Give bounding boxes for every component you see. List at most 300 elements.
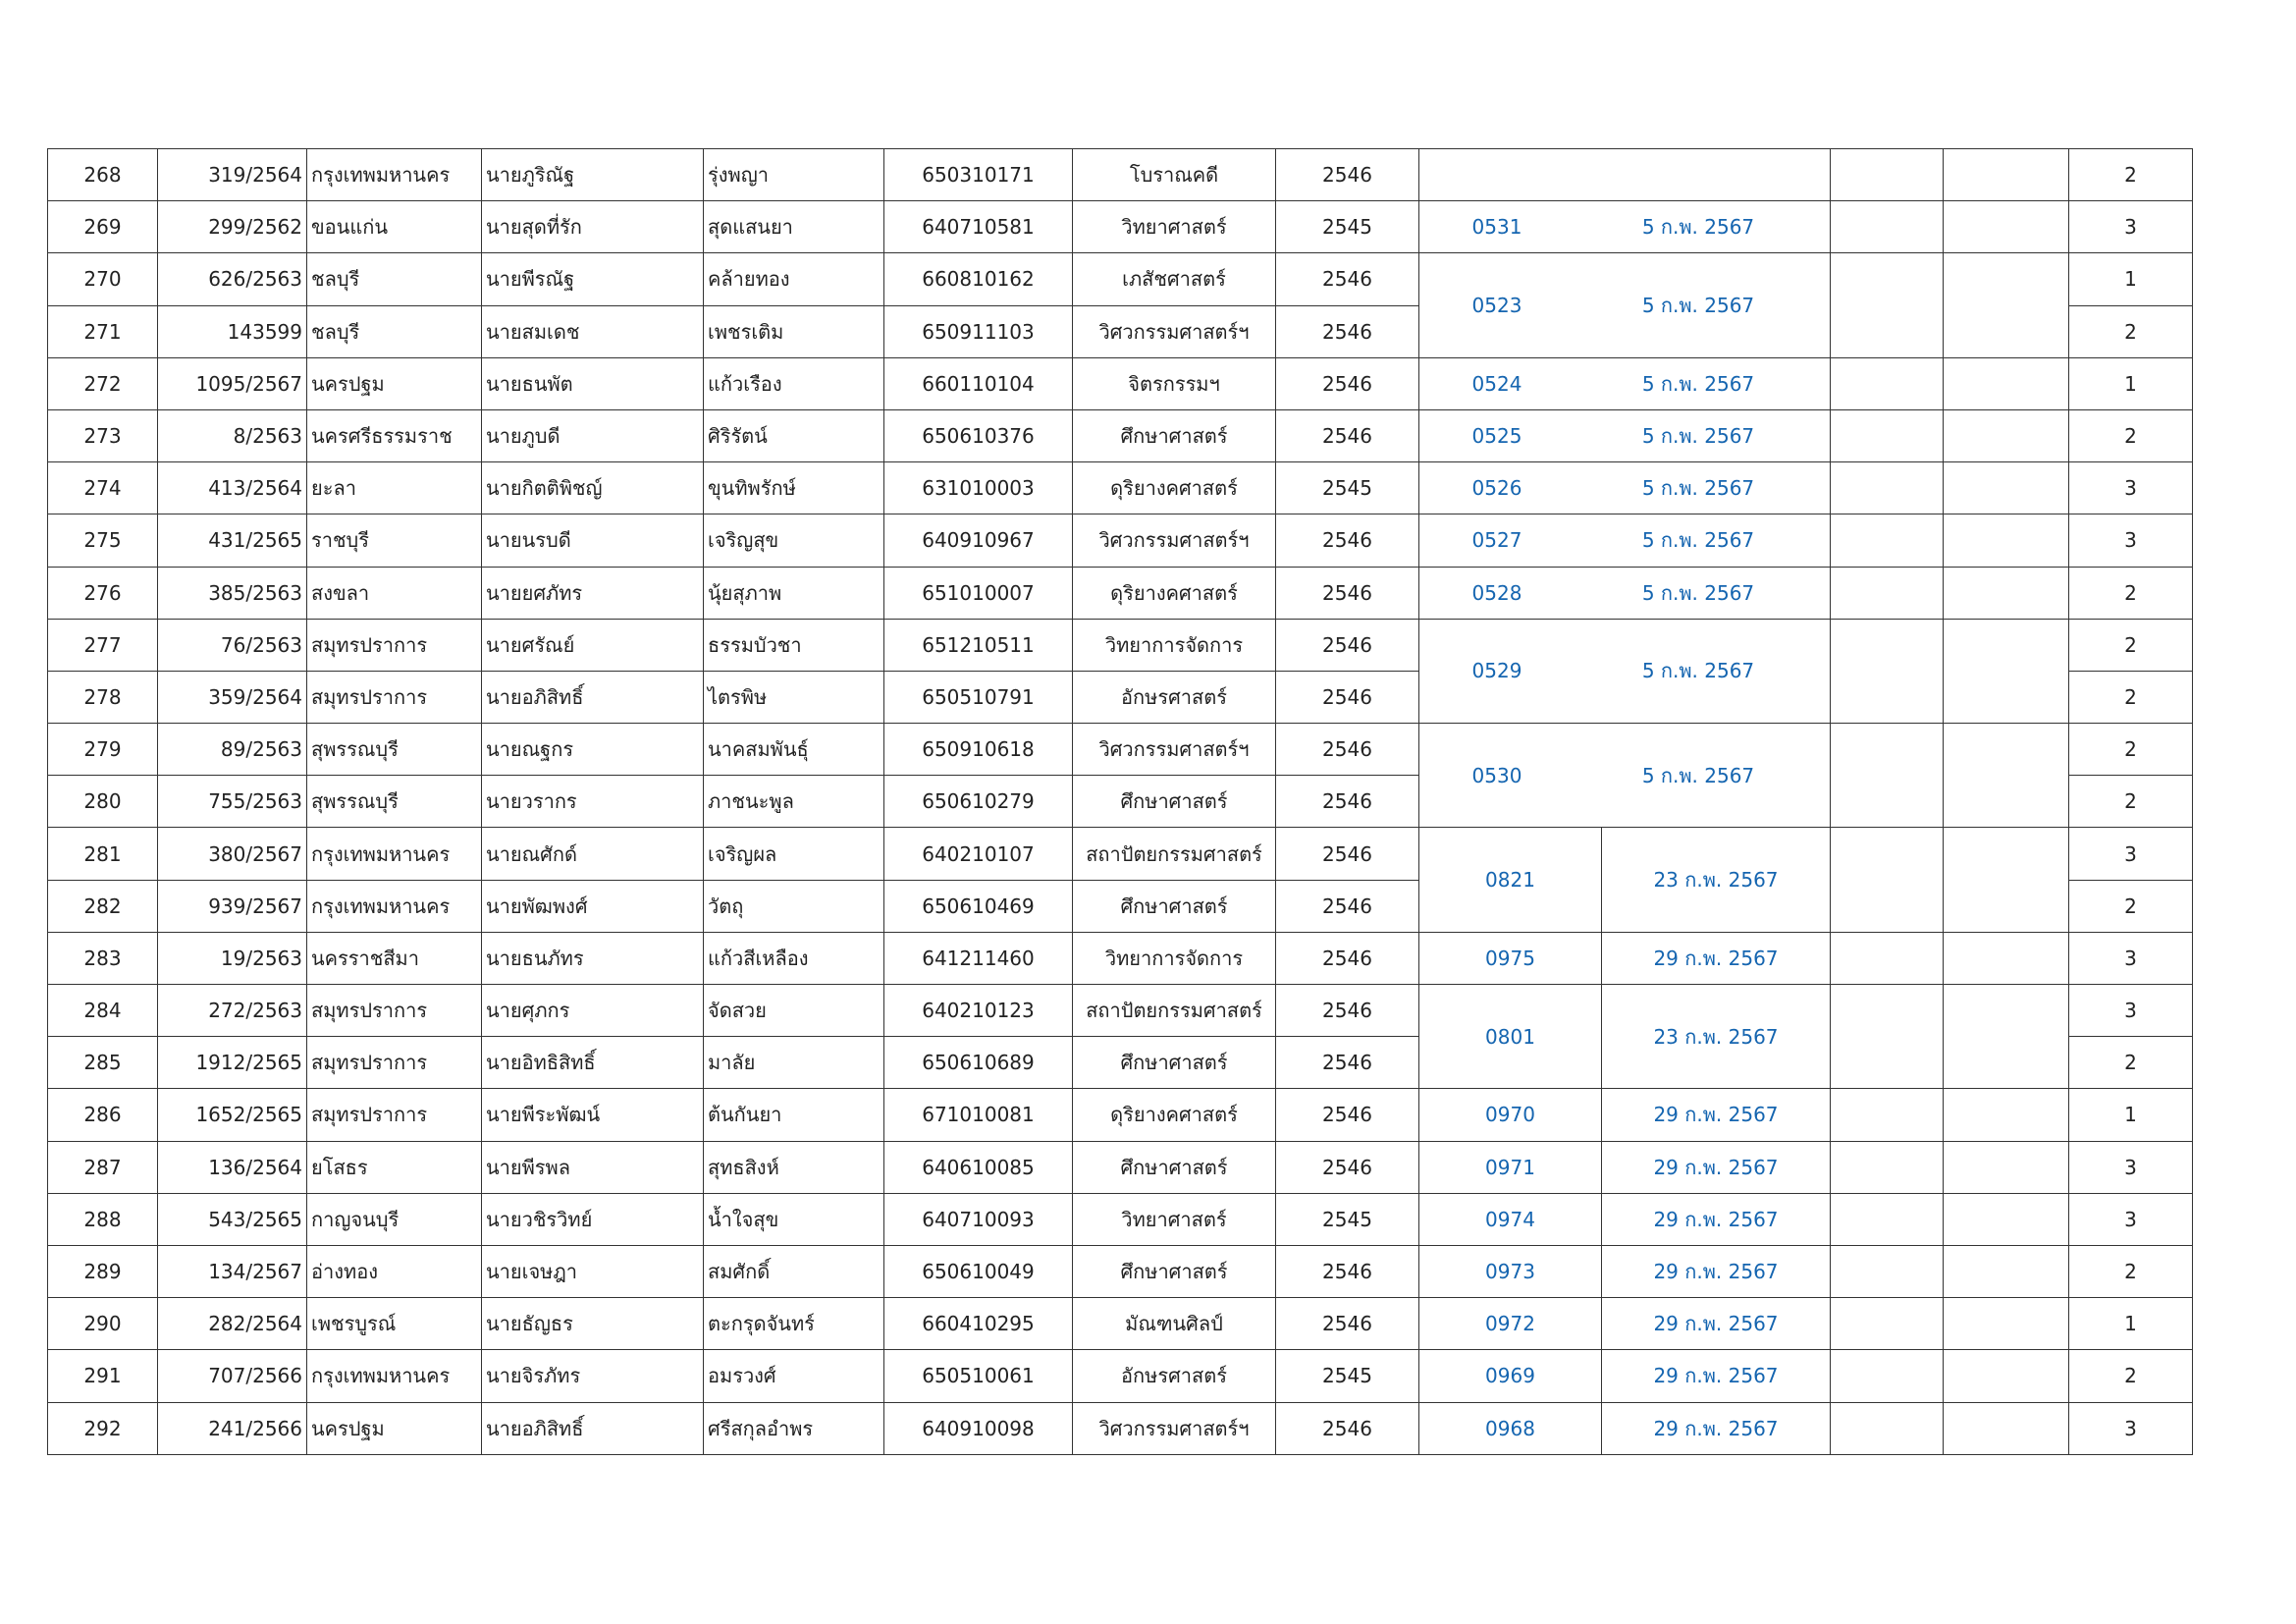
student-id: 650910618 — [884, 724, 1073, 776]
faculty: ศึกษาศาสตร์ — [1073, 1141, 1276, 1193]
first-name: นายกิตติพิชญ์ — [482, 462, 704, 514]
table-row — [48, 409, 2193, 461]
birth-year: 2546 — [1276, 1298, 1419, 1350]
document-number: 707/2566 — [158, 1350, 307, 1402]
birth-year: 2546 — [1276, 567, 1419, 619]
blank-cell-b — [1944, 1298, 2069, 1350]
blank-cell-b — [1944, 462, 2069, 514]
registration-code: 0973 — [1419, 1245, 1602, 1297]
first-name: นายอิทธิสิทธิ์ — [482, 1037, 704, 1089]
registration-code: 0971 — [1419, 1141, 1602, 1193]
birth-year: 2546 — [1276, 1245, 1419, 1297]
table-row — [48, 724, 2193, 776]
registration-date: 5 ก.พ. 2567 — [1641, 763, 1755, 787]
first-name: นายวชิรวิทย์ — [482, 1193, 704, 1245]
last-name: จัดสวย — [704, 985, 884, 1037]
row-number: 282 — [48, 880, 158, 932]
registration-code: 0529 — [1471, 659, 1522, 683]
table-row — [48, 357, 2193, 409]
first-name: นายยศภัทร — [482, 567, 704, 619]
last-name: ต้นกันยา — [704, 1089, 884, 1141]
last-name: เจริญผล — [704, 828, 884, 880]
student-id: 660410295 — [884, 1298, 1073, 1350]
faculty: ศึกษาศาสตร์ — [1073, 776, 1276, 828]
group-number: 2 — [2069, 567, 2193, 619]
first-name: นายธนภัทร — [482, 932, 704, 984]
document-number: 359/2564 — [158, 671, 307, 723]
birth-year: 2546 — [1276, 724, 1419, 776]
table-row — [48, 253, 2193, 305]
registration-date: 5 ก.พ. 2567 — [1641, 528, 1755, 553]
registration-date: 29 ก.พ. 2567 — [1602, 1089, 1831, 1141]
student-id: 650610279 — [884, 776, 1073, 828]
province: สมุทรปราการ — [307, 1089, 482, 1141]
table-row — [48, 1089, 2193, 1141]
first-name: นายสุดที่รัก — [482, 201, 704, 253]
last-name: ตะกรุดจันทร์ — [704, 1298, 884, 1350]
birth-year: 2546 — [1276, 619, 1419, 671]
province: สมุทรปราการ — [307, 985, 482, 1037]
group-number: 3 — [2069, 1193, 2193, 1245]
first-name: นายสมเดช — [482, 305, 704, 357]
birth-year: 2546 — [1276, 409, 1419, 461]
student-id: 650610376 — [884, 409, 1073, 461]
blank-cell-b — [1944, 567, 2069, 619]
birth-year: 2545 — [1276, 462, 1419, 514]
last-name: เจริญสุข — [704, 514, 884, 567]
birth-year: 2546 — [1276, 305, 1419, 357]
last-name: เพชรเติม — [704, 305, 884, 357]
group-number: 3 — [2069, 201, 2193, 253]
faculty: วิศวกรรมศาสตร์ฯ — [1073, 1402, 1276, 1454]
table-row — [48, 828, 2193, 880]
group-number: 3 — [2069, 932, 2193, 984]
blank-cell-a — [1831, 1193, 1944, 1245]
row-number: 287 — [48, 1141, 158, 1193]
province: ยโสธร — [307, 1141, 482, 1193]
blank-cell-b — [1944, 619, 2069, 723]
student-id: 650610049 — [884, 1245, 1073, 1297]
province: อ่างทอง — [307, 1245, 482, 1297]
blank-cell-a — [1831, 201, 1944, 253]
first-name: นายอภิสิทธิ์ — [482, 671, 704, 723]
group-number: 1 — [2069, 253, 2193, 305]
blank-cell-a — [1831, 828, 1944, 932]
province: ขอนแก่น — [307, 201, 482, 253]
birth-year: 2546 — [1276, 932, 1419, 984]
table-row — [48, 567, 2193, 619]
last-name: ธรรมบัวชา — [704, 619, 884, 671]
group-number: 2 — [2069, 880, 2193, 932]
province: สมุทรปราการ — [307, 619, 482, 671]
document-number: 1095/2567 — [158, 357, 307, 409]
faculty: สถาปัตยกรรมศาสตร์ — [1073, 828, 1276, 880]
document-number: 8/2563 — [158, 409, 307, 461]
group-number: 2 — [2069, 1245, 2193, 1297]
province: นครปฐม — [307, 357, 482, 409]
group-number: 3 — [2069, 1402, 2193, 1454]
registration-date: 5 ก.พ. 2567 — [1641, 294, 1755, 318]
blank-cell-a — [1831, 567, 1944, 619]
group-number: 3 — [2069, 1141, 2193, 1193]
faculty: สถาปัตยกรรมศาสตร์ — [1073, 985, 1276, 1037]
table-row — [48, 985, 2193, 1037]
student-id: 650310171 — [884, 149, 1073, 201]
group-number: 2 — [2069, 619, 2193, 671]
row-number: 268 — [48, 149, 158, 201]
document-number: 134/2567 — [158, 1245, 307, 1297]
first-name: นายศุภกร — [482, 985, 704, 1037]
last-name: คล้ายทอง — [704, 253, 884, 305]
student-id: 650610469 — [884, 880, 1073, 932]
table-row — [48, 1298, 2193, 1350]
first-name: นายภูบดี — [482, 409, 704, 461]
birth-year: 2546 — [1276, 1089, 1419, 1141]
row-number: 290 — [48, 1298, 158, 1350]
document-number: 413/2564 — [158, 462, 307, 514]
row-number: 281 — [48, 828, 158, 880]
row-number: 288 — [48, 1193, 158, 1245]
code-date-cell — [1419, 514, 1831, 567]
province: กรุงเทพมหานคร — [307, 880, 482, 932]
first-name: นายเจษฎา — [482, 1245, 704, 1297]
row-number: 270 — [48, 253, 158, 305]
last-name: สุดแสนยา — [704, 201, 884, 253]
group-number: 2 — [2069, 724, 2193, 776]
document-number: 299/2562 — [158, 201, 307, 253]
birth-year: 2546 — [1276, 1402, 1419, 1454]
first-name: นายภูริณัฐ — [482, 149, 704, 201]
document-number: 76/2563 — [158, 619, 307, 671]
student-id: 640210123 — [884, 985, 1073, 1037]
row-number: 271 — [48, 305, 158, 357]
student-id: 660110104 — [884, 357, 1073, 409]
faculty: อักษรศาสตร์ — [1073, 671, 1276, 723]
row-number: 285 — [48, 1037, 158, 1089]
first-name: นายศรัณย์ — [482, 619, 704, 671]
row-number: 291 — [48, 1350, 158, 1402]
group-number: 1 — [2069, 1089, 2193, 1141]
table-row — [48, 1193, 2193, 1245]
registration-code: 0531 — [1471, 215, 1522, 240]
document-number: 89/2563 — [158, 724, 307, 776]
birth-year: 2545 — [1276, 1350, 1419, 1402]
province: สุพรรณบุรี — [307, 724, 482, 776]
last-name: แก้วสีเหลือง — [704, 932, 884, 984]
faculty: วิทยาศาสตร์ — [1073, 1193, 1276, 1245]
table-body — [48, 149, 2193, 1455]
blank-cell-b — [1944, 932, 2069, 984]
blank-cell-a — [1831, 149, 1944, 201]
birth-year: 2545 — [1276, 201, 1419, 253]
blank-cell-b — [1944, 828, 2069, 932]
province: ชลบุรี — [307, 305, 482, 357]
province: นครศรีธรรมราช — [307, 409, 482, 461]
province: กรุงเทพมหานคร — [307, 828, 482, 880]
student-id: 650610689 — [884, 1037, 1073, 1089]
registration-code: 0975 — [1419, 932, 1602, 984]
blank-cell-b — [1944, 201, 2069, 253]
student-id: 671010081 — [884, 1089, 1073, 1141]
province: กาญจนบุรี — [307, 1193, 482, 1245]
table-row — [48, 1141, 2193, 1193]
province: ราชบุรี — [307, 514, 482, 567]
code-date-cell — [1419, 357, 1831, 409]
student-id: 651210511 — [884, 619, 1073, 671]
row-number: 279 — [48, 724, 158, 776]
blank-cell-a — [1831, 1298, 1944, 1350]
group-number: 2 — [2069, 1350, 2193, 1402]
group-number: 2 — [2069, 149, 2193, 201]
registration-code: 0526 — [1471, 476, 1522, 501]
birth-year: 2546 — [1276, 514, 1419, 567]
blank-cell-a — [1831, 932, 1944, 984]
code-date-cell — [1419, 567, 1831, 619]
student-id: 651010007 — [884, 567, 1073, 619]
group-number: 3 — [2069, 828, 2193, 880]
registration-date: 5 ก.พ. 2567 — [1641, 580, 1755, 605]
province: สมุทรปราการ — [307, 671, 482, 723]
province: กรุงเทพมหานคร — [307, 149, 482, 201]
blank-cell-b — [1944, 985, 2069, 1089]
code-date-cell — [1419, 409, 1831, 461]
registration-code: 0970 — [1419, 1089, 1602, 1141]
province: ยะลา — [307, 462, 482, 514]
document-number: 19/2563 — [158, 932, 307, 984]
blank-cell-a — [1831, 1089, 1944, 1141]
group-number: 2 — [2069, 1037, 2193, 1089]
first-name: นายณฐกร — [482, 724, 704, 776]
blank-cell-a — [1831, 514, 1944, 567]
blank-cell-a — [1831, 1245, 1944, 1297]
registration-date: 23 ก.พ. 2567 — [1602, 985, 1831, 1089]
table-row — [48, 149, 2193, 201]
faculty: โบราณคดี — [1073, 149, 1276, 201]
student-id: 631010003 — [884, 462, 1073, 514]
faculty: ดุริยางคศาสตร์ — [1073, 1089, 1276, 1141]
faculty: วิทยาศาสตร์ — [1073, 201, 1276, 253]
birth-year: 2546 — [1276, 776, 1419, 828]
student-id: 660810162 — [884, 253, 1073, 305]
registration-code: 0974 — [1419, 1193, 1602, 1245]
first-name: นายจิรภัทร — [482, 1350, 704, 1402]
document-number: 1652/2565 — [158, 1089, 307, 1141]
row-number: 286 — [48, 1089, 158, 1141]
blank-cell-b — [1944, 1089, 2069, 1141]
last-name: วัตถุ — [704, 880, 884, 932]
blank-cell-a — [1831, 985, 1944, 1089]
registration-code: 0968 — [1419, 1402, 1602, 1454]
last-name: สุทธสิงห์ — [704, 1141, 884, 1193]
document-number: 282/2564 — [158, 1298, 307, 1350]
blank-cell-a — [1831, 1402, 1944, 1454]
document-number: 543/2565 — [158, 1193, 307, 1245]
group-number: 3 — [2069, 985, 2193, 1037]
blank-cell-b — [1944, 1245, 2069, 1297]
row-number: 269 — [48, 201, 158, 253]
faculty: วิศวกรรมศาสตร์ฯ — [1073, 514, 1276, 567]
faculty: วิศวกรรมศาสตร์ฯ — [1073, 724, 1276, 776]
student-id: 640710581 — [884, 201, 1073, 253]
group-number: 2 — [2069, 305, 2193, 357]
table-row — [48, 619, 2193, 671]
first-name: นายอภิสิทธิ์ — [482, 1402, 704, 1454]
row-number: 276 — [48, 567, 158, 619]
blank-cell-b — [1944, 149, 2069, 201]
faculty: ศึกษาศาสตร์ — [1073, 1037, 1276, 1089]
document-number: 380/2567 — [158, 828, 307, 880]
student-id: 650510791 — [884, 671, 1073, 723]
group-number: 2 — [2069, 671, 2193, 723]
province: ชลบุรี — [307, 253, 482, 305]
document-number: 143599 — [158, 305, 307, 357]
first-name: นายณศักด์ — [482, 828, 704, 880]
province: กรุงเทพมหานคร — [307, 1350, 482, 1402]
faculty: ศึกษาศาสตร์ — [1073, 409, 1276, 461]
registration-date: 23 ก.พ. 2567 — [1602, 828, 1831, 932]
last-name: ศิริรัตน์ — [704, 409, 884, 461]
registration-code: 0821 — [1419, 828, 1602, 932]
registration-code: 0972 — [1419, 1298, 1602, 1350]
table-row — [48, 1402, 2193, 1454]
document-number: 272/2563 — [158, 985, 307, 1037]
last-name: น้ำใจสุข — [704, 1193, 884, 1245]
registration-code: 0801 — [1419, 985, 1602, 1089]
blank-cell-a — [1831, 253, 1944, 357]
first-name: นายพีรณัฐ — [482, 253, 704, 305]
student-id: 640910098 — [884, 1402, 1073, 1454]
faculty: ดุริยางคศาสตร์ — [1073, 462, 1276, 514]
faculty: วิศวกรรมศาสตร์ฯ — [1073, 305, 1276, 357]
blank-cell-b — [1944, 1350, 2069, 1402]
birth-year: 2546 — [1276, 828, 1419, 880]
birth-year: 2546 — [1276, 1141, 1419, 1193]
last-name: นาคสมพันธุ์ — [704, 724, 884, 776]
student-id: 650911103 — [884, 305, 1073, 357]
province: สุพรรณบุรี — [307, 776, 482, 828]
row-number: 277 — [48, 619, 158, 671]
blank-cell-a — [1831, 462, 1944, 514]
blank-cell-b — [1944, 1402, 2069, 1454]
registration-date: 5 ก.พ. 2567 — [1641, 371, 1755, 396]
registration-date: 29 ก.พ. 2567 — [1602, 1193, 1831, 1245]
code-date-cell — [1419, 149, 1831, 201]
faculty: วิทยาการจัดการ — [1073, 932, 1276, 984]
document-number: 1912/2565 — [158, 1037, 307, 1089]
last-name: ภาชนะพูล — [704, 776, 884, 828]
group-number: 1 — [2069, 1298, 2193, 1350]
registration-date: 5 ก.พ. 2567 — [1641, 659, 1755, 683]
blank-cell-b — [1944, 724, 2069, 828]
province: เพชรบูรณ์ — [307, 1298, 482, 1350]
registration-code: 0969 — [1419, 1350, 1602, 1402]
first-name: นายพีระพัฒน์ — [482, 1089, 704, 1141]
blank-cell-a — [1831, 409, 1944, 461]
province: นครราชสีมา — [307, 932, 482, 984]
row-number: 272 — [48, 357, 158, 409]
blank-cell-b — [1944, 514, 2069, 567]
registration-code: 0524 — [1471, 371, 1522, 396]
document-number: 319/2564 — [158, 149, 307, 201]
province: สงขลา — [307, 567, 482, 619]
birth-year: 2546 — [1276, 357, 1419, 409]
first-name: นายนรบดี — [482, 514, 704, 567]
registration-code: 0525 — [1471, 424, 1522, 449]
row-number: 283 — [48, 932, 158, 984]
group-number: 2 — [2069, 776, 2193, 828]
table-row — [48, 462, 2193, 514]
faculty: ศึกษาศาสตร์ — [1073, 1245, 1276, 1297]
row-number: 275 — [48, 514, 158, 567]
last-name: แก้วเรือง — [704, 357, 884, 409]
blank-cell-a — [1831, 1350, 1944, 1402]
blank-cell-a — [1831, 724, 1944, 828]
group-number: 2 — [2069, 409, 2193, 461]
province: สมุทรปราการ — [307, 1037, 482, 1089]
row-number: 292 — [48, 1402, 158, 1454]
blank-cell-b — [1944, 409, 2069, 461]
student-id: 650510061 — [884, 1350, 1073, 1402]
code-date-cell — [1419, 253, 1831, 357]
student-records-table — [47, 148, 2193, 1455]
blank-cell-a — [1831, 357, 1944, 409]
birth-year: 2546 — [1276, 985, 1419, 1037]
last-name: ศรีสกุลอำพร — [704, 1402, 884, 1454]
table-row — [48, 1245, 2193, 1297]
registration-date: 5 ก.พ. 2567 — [1641, 215, 1755, 240]
group-number: 1 — [2069, 357, 2193, 409]
last-name: ไตรพิษ — [704, 671, 884, 723]
faculty: ดุริยางคศาสตร์ — [1073, 567, 1276, 619]
table-row — [48, 1350, 2193, 1402]
blank-cell-a — [1831, 619, 1944, 723]
registration-date: 29 ก.พ. 2567 — [1602, 1402, 1831, 1454]
registration-date: 5 ก.พ. 2567 — [1641, 424, 1755, 449]
first-name: นายพีรพล — [482, 1141, 704, 1193]
faculty: มัณฑนศิลป์ — [1073, 1298, 1276, 1350]
row-number: 278 — [48, 671, 158, 723]
last-name: ขุนทิพรักษ์ — [704, 462, 884, 514]
blank-cell-a — [1831, 1141, 1944, 1193]
last-name: มาลัย — [704, 1037, 884, 1089]
student-id: 640210107 — [884, 828, 1073, 880]
birth-year: 2546 — [1276, 1037, 1419, 1089]
group-number: 3 — [2069, 462, 2193, 514]
first-name: นายพัฒพงศ์ — [482, 880, 704, 932]
registration-date: 5 ก.พ. 2567 — [1641, 476, 1755, 501]
registration-date: 29 ก.พ. 2567 — [1602, 1245, 1831, 1297]
last-name: รุ่งพญา — [704, 149, 884, 201]
code-date-cell — [1419, 462, 1831, 514]
birth-year: 2546 — [1276, 149, 1419, 201]
first-name: นายวรากร — [482, 776, 704, 828]
student-id: 640610085 — [884, 1141, 1073, 1193]
document-number: 136/2564 — [158, 1141, 307, 1193]
faculty: อักษรศาสตร์ — [1073, 1350, 1276, 1402]
document-number: 626/2563 — [158, 253, 307, 305]
document-number: 241/2566 — [158, 1402, 307, 1454]
blank-cell-b — [1944, 357, 2069, 409]
code-date-cell — [1419, 619, 1831, 723]
province: นครปฐม — [307, 1402, 482, 1454]
student-id: 641211460 — [884, 932, 1073, 984]
code-date-cell — [1419, 201, 1831, 253]
blank-cell-b — [1944, 253, 2069, 357]
row-number: 273 — [48, 409, 158, 461]
faculty: เภสัชศาสตร์ — [1073, 253, 1276, 305]
blank-cell-b — [1944, 1193, 2069, 1245]
blank-cell-b — [1944, 1141, 2069, 1193]
